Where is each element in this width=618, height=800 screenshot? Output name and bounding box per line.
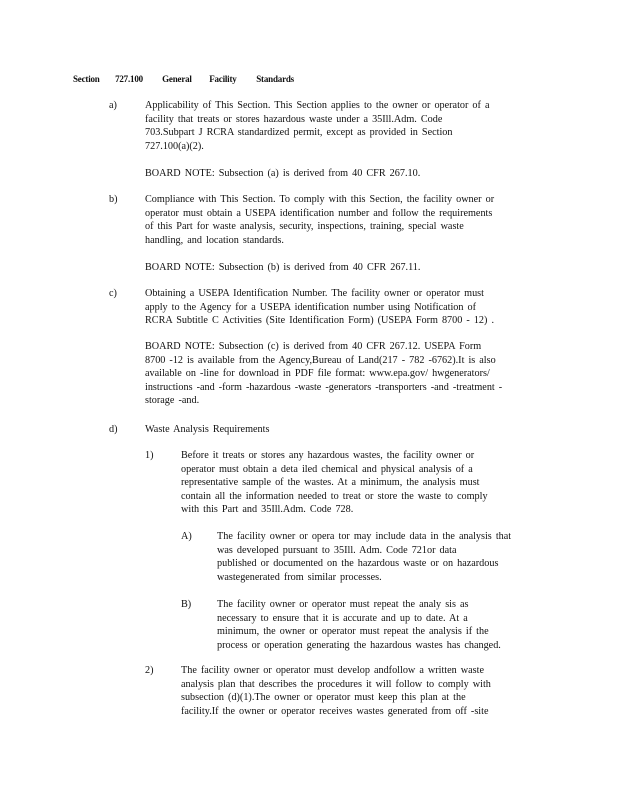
text-line: 727.100(a)(2). [145,140,204,152]
text-line: 703.Subpart J RCRA standardized permit, except as provided in Section [145,127,453,139]
text-line: available on -line for download in PDF file format: www.epa.gov/ hwgenerators/ [145,368,490,380]
subsection-d-label: d) [109,424,118,435]
subsection-d-title: Waste Analysis Requirements [145,424,270,435]
text-line: storage -and. [145,395,200,407]
text-line: facility.If the owner or operator receives wastes generated from off -site [181,705,489,717]
subsection-a-text [145,99,533,153]
text-line: minimum, the owner or operator must repeat the analysis if the [217,626,489,638]
subsection-c-text [145,287,533,328]
text-line: operator must obtain a deta iled chemical and physical analysis of a [181,463,473,475]
heading-facility: Facility [209,74,237,84]
text-line: operator must obtain a USEPA identification number and follow the requirements [145,207,493,219]
paragraph-1-label: 1) [145,450,154,461]
subsection-c-label: c) [109,288,117,299]
subsection-b-note: BOARD NOTE: Subsection (b) is derived from 40 CFR 267.11. [145,262,421,273]
subsection-a-label: a) [109,100,117,111]
text-line: Before it treats or stores any hazardous wastes, the facility owner or [181,450,475,461]
text-line: wastegenerated from similar processes. [217,571,382,583]
text-line: The facility owner or operator must develop andfollow a written waste [181,665,484,676]
text-line: handling, and location standards. [145,234,284,246]
text-line: published or documented on the hazardous waste or on hazardous [217,558,499,570]
text-line: Applicability of This Section. This Section applies to the owner or operator of a [145,100,490,111]
text-line: 8700 -12 is available from the Agency,Bureau of Land(217 - 782 -6762).It is also [145,354,496,366]
paragraph-2-text [181,664,527,718]
heading-section-number: 727.100 [115,74,143,84]
text-line: was developed pursuant to 35Ill. Adm. Code 721or data [217,544,457,556]
text-line: with this Part and 35Ill.Adm. Code 728. [181,504,354,516]
heading-section-word: Section [73,74,100,84]
text-line: apply to the Agency for a USEPA identification number using Notification of [145,301,477,313]
subparagraph-b-text [217,598,532,652]
text-line: necessary to ensure that it is accurate and up to date. At a [217,612,468,624]
subsection-a-note: BOARD NOTE: Subsection (a) is derived from 40 CFR 267.10. [145,168,421,179]
subparagraph-a-text [217,530,540,584]
text-line: subsection (d)(1).The owner or operator must keep this plan at the [181,692,466,704]
paragraph-2-label: 2) [145,665,154,676]
text-line: instructions -and -form -hazardous -waste -generators -transporters -and -treatment - [145,381,503,393]
subparagraph-a-label: A) [181,531,192,542]
heading-standards: Standards [256,74,294,84]
text-line: Obtaining a USEPA Identification Number. The facility owner or operator must [145,288,484,299]
text-line: BOARD NOTE: Subsection (c) is derived from 40 CFR 267.12. USEPA Form [145,341,482,352]
text-line: The facility owner or opera tor may include data in the analysis that [217,531,512,542]
text-line: contain all the information needed to treat or store the waste to comply [181,490,488,502]
text-line: RCRA Subtitle C Activities (Site Identification Form) (USEPA Form 8700 - 12) . [145,315,495,327]
subsection-b-text [145,193,541,247]
heading-general: General [162,74,192,84]
subsection-b-label: b) [109,194,118,205]
paragraph-1-text [181,449,517,517]
text-line: Compliance with This Section. To comply with this Section, the facility owner or [145,194,495,205]
section-heading [73,74,294,84]
text-line: representative sample of the wastes. At a minimum, the analysis must [181,477,480,489]
text-line: analysis plan that describes the procedures it will follow to comply with [181,678,491,690]
subsection-c-note [145,340,533,408]
text-line: of this Part for waste analysis, security, inspections, training, special waste [145,221,464,233]
subparagraph-b-label: B) [181,599,192,610]
text-line: process or operation generating the hazardous wastes has changed. [217,639,501,651]
text-line: facility that treats or stores hazardous waste under a 35Ill.Adm. Code [145,113,443,125]
text-line: The facility owner or operator must repeat the analy sis as [217,599,469,610]
